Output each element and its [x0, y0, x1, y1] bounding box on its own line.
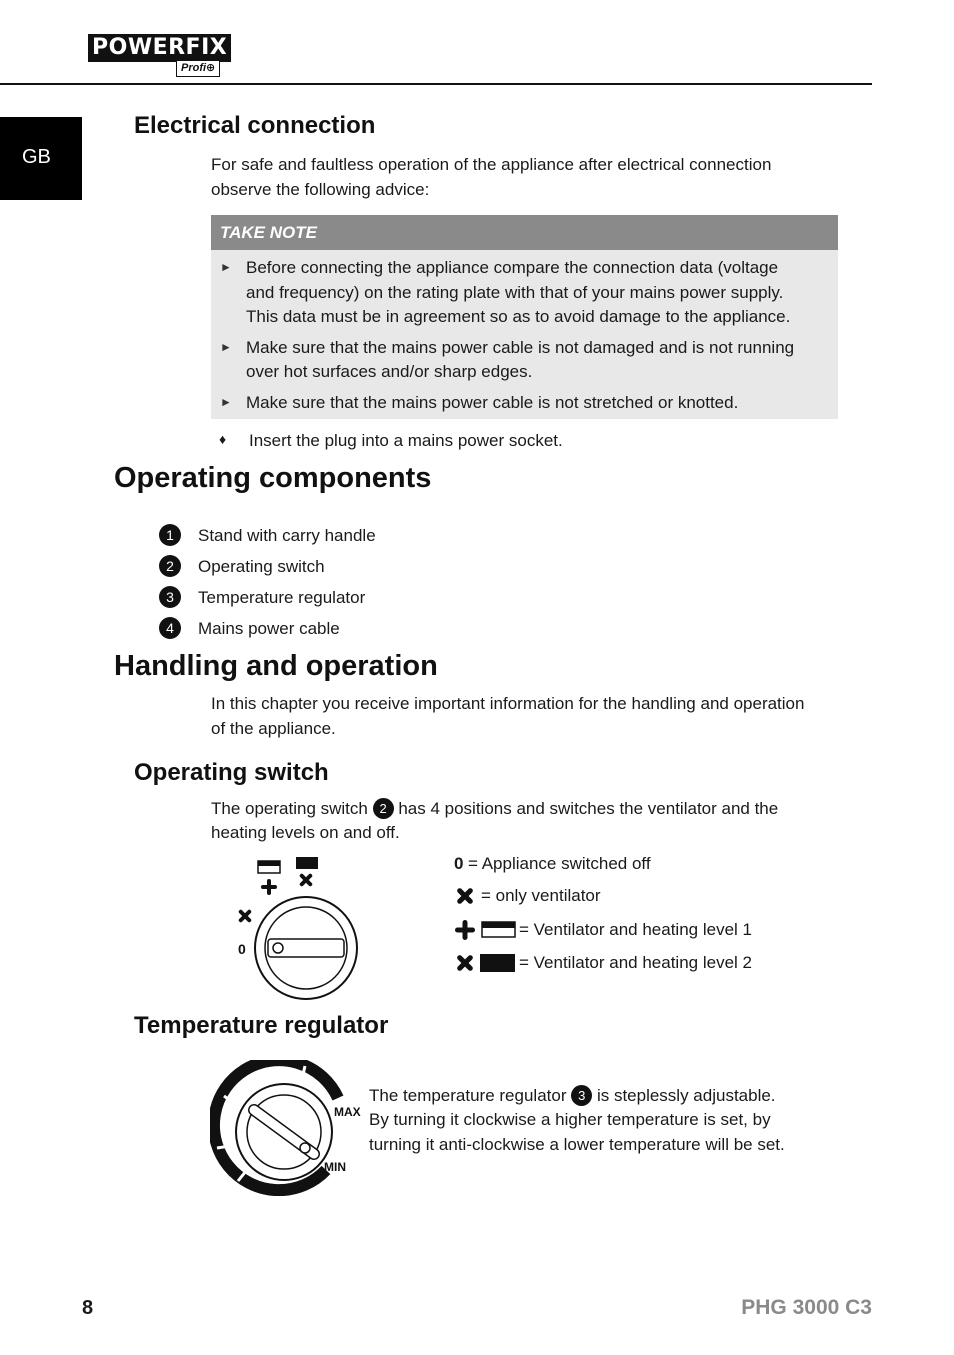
header-rule: [0, 83, 872, 85]
component-number-badge: 2: [159, 555, 181, 577]
switch-text-line-2: heating levels on and off.: [211, 823, 400, 842]
electrical-intro-line-2: observe the following advice:: [211, 180, 430, 199]
model-name: PHG 3000 C3: [741, 1296, 872, 1319]
component-number-badge: 3: [159, 586, 181, 608]
switch-heading: Operating switch: [134, 759, 329, 786]
brand-logo-main: POWERFIX: [88, 34, 231, 62]
component-label: Mains power cable: [198, 619, 340, 638]
step-insert-plug: Insert the plug into a mains power socket.: [249, 431, 563, 450]
component-number-badge: 1: [159, 524, 181, 546]
dial-zero-label: 0: [238, 941, 246, 957]
legend-only-ventilator: = only ventilator: [481, 886, 601, 905]
language-tab: GB: [0, 117, 82, 200]
temperature-ref-badge: 3: [571, 1085, 592, 1106]
note-1-line-3: This data must be in agreement so as to avoid damage to the appliance.: [246, 307, 791, 326]
component-number-badge: 4: [159, 617, 181, 639]
brand-logo-sub: Profi⊕: [176, 60, 220, 77]
legend-zero-symbol: 0: [454, 854, 464, 873]
note-2-line-2: over hot surfaces and/or sharp edges.: [246, 362, 533, 381]
bullet-triangle-icon: ►: [220, 260, 232, 274]
note-3-line-1: Make sure that the mains power cable is not stretched or knotted.: [246, 393, 739, 412]
handling-intro-line-1: In this chapter you receive important information for the handling and operation: [211, 694, 805, 713]
component-label: Operating switch: [198, 557, 325, 576]
bullet-triangle-icon: ►: [220, 340, 232, 354]
temperature-heading: Temperature regulator: [134, 1012, 389, 1039]
operating-switch-dial-icon: [228, 852, 368, 1004]
temperature-text-line-2: By turning it clockwise a higher temperature is set, by: [369, 1110, 771, 1129]
ventilator-heating-level-2-icon: [453, 951, 517, 975]
handling-intro-line-2: of the appliance.: [211, 719, 336, 738]
legend-heating-level-2: = Ventilator and heating level 2: [519, 953, 752, 972]
bullet-triangle-icon: ►: [220, 395, 232, 409]
component-label: Temperature regulator: [198, 588, 366, 607]
components-heading: Operating components: [114, 462, 432, 494]
take-note-title: TAKE NOTE: [211, 215, 838, 250]
temperature-regulator-dial-icon: [210, 1060, 370, 1196]
handling-heading: Handling and operation: [114, 650, 438, 682]
min-label: MIN: [324, 1160, 346, 1174]
component-label: Stand with carry handle: [198, 526, 376, 545]
electrical-heading: Electrical connection: [134, 112, 376, 139]
note-2-line-1: Make sure that the mains power cable is not damaged and is not running: [246, 338, 795, 357]
page-number: 8: [82, 1297, 94, 1319]
brand-logo: [88, 32, 238, 78]
max-label: MAX: [334, 1105, 361, 1119]
temperature-text-line-1: The temperature regulator 3 is steplessly adjustable.: [369, 1086, 776, 1105]
switch-ref-badge: 2: [373, 798, 394, 819]
temperature-text-line-3: turning it anti-clockwise a lower temperature will be set.: [369, 1135, 785, 1154]
ventilator-icon: [453, 884, 477, 908]
electrical-intro-line-1: For safe and faultless operation of the appliance after electrical connection: [211, 155, 772, 174]
legend-heating-level-1: = Ventilator and heating level 1: [519, 920, 752, 939]
ventilator-heating-level-1-icon: [453, 918, 517, 942]
note-1-line-1: Before connecting the appliance compare the connection data (voltage: [246, 258, 779, 277]
note-1-line-2: and frequency) on the rating plate with that of your mains power supply.: [246, 283, 784, 302]
switch-text-line-1: The operating switch 2 has 4 positions and switches the ventilator and the: [211, 799, 779, 818]
step-diamond-icon: ♦: [219, 431, 227, 447]
legend-off: = Appliance switched off: [468, 854, 651, 873]
